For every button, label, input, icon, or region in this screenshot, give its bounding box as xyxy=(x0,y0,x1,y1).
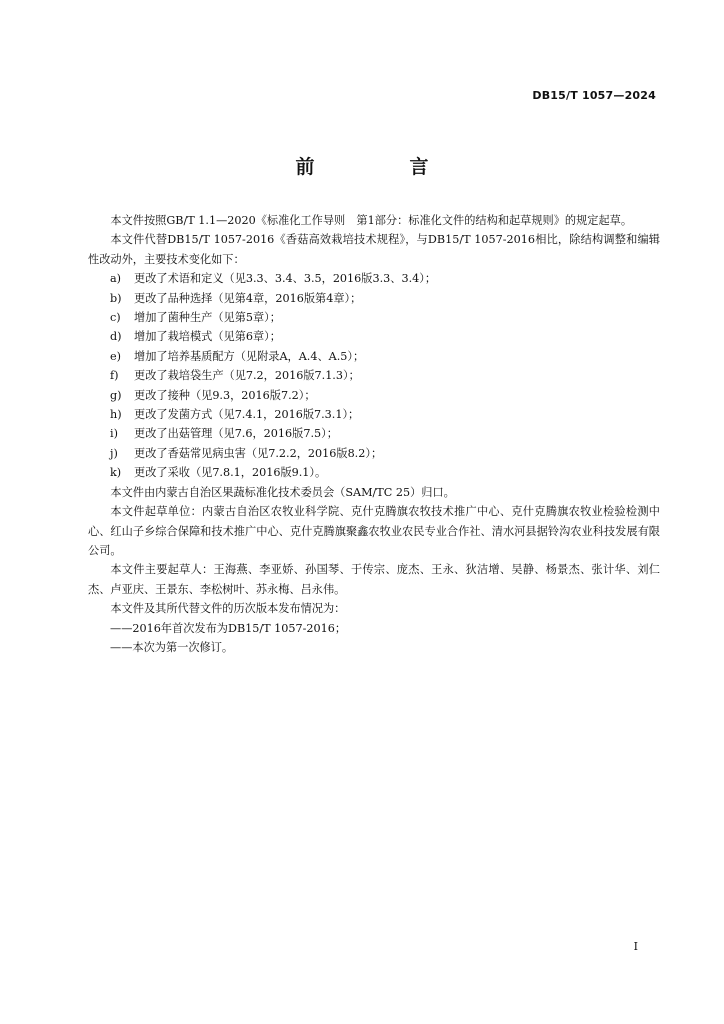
list-item xyxy=(88,405,660,424)
list-item xyxy=(88,463,660,482)
list-item-text: 更改了出菇管理（见7.6，2016版7.5）； xyxy=(134,427,338,441)
list-item xyxy=(88,444,660,463)
list-item-text: 更改了采收（见7.8.1，2016版9.1）。 xyxy=(134,466,327,480)
list-item xyxy=(88,308,660,327)
list-item xyxy=(88,347,660,366)
list-marker: a) xyxy=(110,272,122,286)
foreword-body xyxy=(88,211,660,657)
page-title: 前 言 xyxy=(295,156,467,178)
list-item xyxy=(88,327,660,346)
page-number: I xyxy=(633,940,638,953)
paragraph-replacement: 本文件代替DB15/T 1057-2016《香菇高效栽培技术规程》，与DB15/T 1057-2016相比，除结构调整和编辑性改动外，主要技术变化如下： xyxy=(88,233,660,266)
list-marker: k) xyxy=(110,466,122,480)
list-marker: i) xyxy=(110,427,118,441)
list-item-text: 更改了接种（见9.3，2016版7.2）； xyxy=(134,388,316,402)
paragraph-drafting-basis: 本文件按照GB/T 1.1—2020《标准化工作导则 第1部分：标准化文件的结构和起草规则》的规定起草。 xyxy=(110,214,633,227)
list-item xyxy=(88,269,660,288)
paragraph-drafters: 本文件主要起草人：王海燕、李亚娇、孙国琴、于传宗、庞杰、王永、狄洁增、吴静、杨景杰、张计华、刘仁杰、卢亚庆、王景东、李松树叶、苏永梅、吕永伟。 xyxy=(88,563,660,596)
paragraph-drafting-units: 本文件起草单位：内蒙古自治区农牧业科学院、克什克腾旗农牧技术推广中心、克什克腾旗农牧业检验检测中心、红山子乡综合保障和技术推广中心、克什克腾旗聚鑫农牧业农民专业合作社、清水河县据铃沟农业科技发展有限公司。 xyxy=(88,505,660,557)
list-marker: g) xyxy=(110,388,122,402)
list-marker: f) xyxy=(110,369,119,383)
history-line-first-release: ——2016年首次发布为DB15/T 1057-2016； xyxy=(110,621,347,635)
list-marker: e) xyxy=(110,349,121,363)
list-item-text: 增加了菌种生产（见第5章）； xyxy=(134,311,281,325)
list-marker: d) xyxy=(110,330,122,344)
list-marker: h) xyxy=(110,408,122,422)
list-marker: c) xyxy=(110,311,121,325)
list-item xyxy=(88,366,660,385)
list-item xyxy=(88,289,660,308)
list-item-text: 增加了栽培模式（见第6章）； xyxy=(134,330,281,344)
list-item-text: 更改了发菌方式（见7.4.1，2016版7.3.1）； xyxy=(134,408,360,422)
list-marker: j) xyxy=(110,446,118,460)
list-item-text: 增加了培养基质配方（见附录A，A.4、A.5）； xyxy=(134,349,365,363)
paragraph-history-intro: 本文件及其所代替文件的历次版本发布情况为： xyxy=(110,602,346,616)
document-code: DB15/T 1057—2024 xyxy=(532,89,656,102)
list-item-text: 更改了术语和定义（见3.3、3.4、3.5，2016版3.3、3.4）； xyxy=(134,272,437,286)
list-item-text: 更改了品种选择（见第4章，2016版第4章）； xyxy=(134,291,362,305)
list-marker: b) xyxy=(110,291,122,305)
paragraph-committee: 本文件由内蒙古自治区果蔬标准化技术委员会（SAM/TC 25）归口。 xyxy=(110,485,455,499)
history-line-current-revision: ——本次为第一次修订。 xyxy=(110,640,234,654)
list-item-text: 更改了香菇常见病虫害（见7.2.2，2016版8.2）； xyxy=(134,446,383,460)
list-item xyxy=(88,424,660,443)
list-item xyxy=(88,386,660,405)
list-item-text: 更改了栽培袋生产（见7.2，2016版7.1.3）； xyxy=(134,369,360,383)
changes-list xyxy=(88,269,660,482)
